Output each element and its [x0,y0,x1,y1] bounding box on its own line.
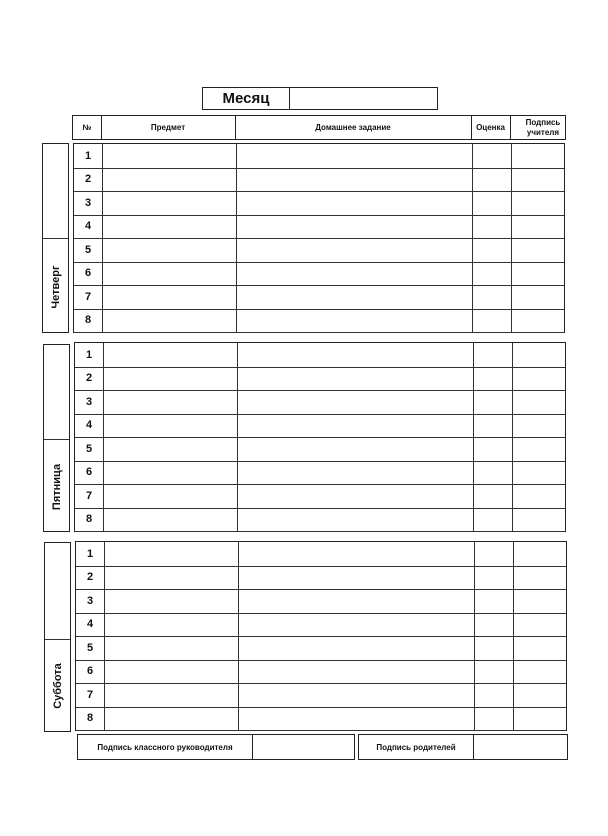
lesson-number: 1 [86,547,94,560]
lesson-number: 8 [85,513,93,526]
column-divider [102,144,103,332]
table-row [74,144,564,169]
table-header [72,115,566,140]
column-divider [512,343,513,531]
column-divider [472,144,473,332]
lesson-number: 8 [84,314,92,327]
column-divider [104,542,105,730]
lesson-number: 3 [86,594,94,607]
lesson-number: 7 [86,688,94,701]
table-row [76,683,566,708]
parent-signature-label: Подпись родителей [359,735,474,759]
table-row [74,309,564,334]
lesson-number: 6 [84,267,92,280]
parent-signature-field[interactable] [475,735,567,759]
lesson-number: 3 [85,395,93,408]
lesson-number: 7 [84,290,92,303]
column-number-header: № [73,116,102,139]
month-label: Месяц [203,88,290,109]
table-row [75,343,565,368]
column-grade-header: Оценка [471,116,511,139]
table-row [76,589,566,614]
column-divider [103,343,104,531]
table-row [76,542,566,567]
class-teacher-signature-label: Подпись классного руководителя [78,735,253,759]
class-teacher-signature-field[interactable] [254,735,354,759]
column-divider [473,343,474,531]
lesson-number: 1 [85,348,93,361]
column-divider [236,144,237,332]
parent-signature-box [358,734,568,760]
table-row [75,367,565,392]
day-label: Четверг [49,265,62,309]
lesson-number: 6 [85,466,93,479]
month-value[interactable] [291,88,437,109]
column-subject-header: Предмет [101,116,236,139]
table-row [75,437,565,462]
table-row [75,414,565,439]
lesson-number: 2 [85,372,93,385]
column-divider [238,542,239,730]
table-row [76,707,566,732]
lesson-number: 3 [84,196,92,209]
table-row [74,238,564,263]
column-divider [474,542,475,730]
lesson-number: 2 [86,571,94,584]
table-row [74,285,564,310]
lesson-number: 5 [86,641,94,654]
table-row [75,508,565,533]
table-row [76,660,566,685]
lesson-number: 5 [85,442,93,455]
day-label: Суббота [51,663,64,709]
lesson-number: 7 [85,489,93,502]
column-teacher-signature-header: Подпись учителя [525,118,561,137]
table-row [74,191,564,216]
lesson-number: 2 [84,173,92,186]
table-row [76,566,566,591]
class-teacher-signature-box [77,734,355,760]
column-divider [513,542,514,730]
column-divider [237,343,238,531]
table-row [74,215,564,240]
table-row [76,636,566,661]
day-schedule-table [74,342,566,532]
lesson-number: 5 [84,243,92,256]
day-schedule-table [75,541,567,731]
table-row [75,484,565,509]
day-label-box [44,542,71,732]
lesson-number: 6 [86,665,94,678]
day-label: Пятница [50,463,63,511]
lesson-number: 4 [85,419,93,432]
day-schedule-table [73,143,565,333]
month-field [202,87,438,110]
table-row [75,390,565,415]
table-row [74,262,564,287]
table-row [74,168,564,193]
lesson-number: 4 [86,618,94,631]
table-row [76,613,566,638]
lesson-number: 8 [86,712,94,725]
lesson-number: 1 [84,149,92,162]
table-row [75,461,565,486]
day-label-box [43,344,70,532]
column-homework-header: Домашнее задание [235,116,472,139]
day-label-box [42,143,69,333]
column-divider [511,144,512,332]
lesson-number: 4 [84,220,92,233]
